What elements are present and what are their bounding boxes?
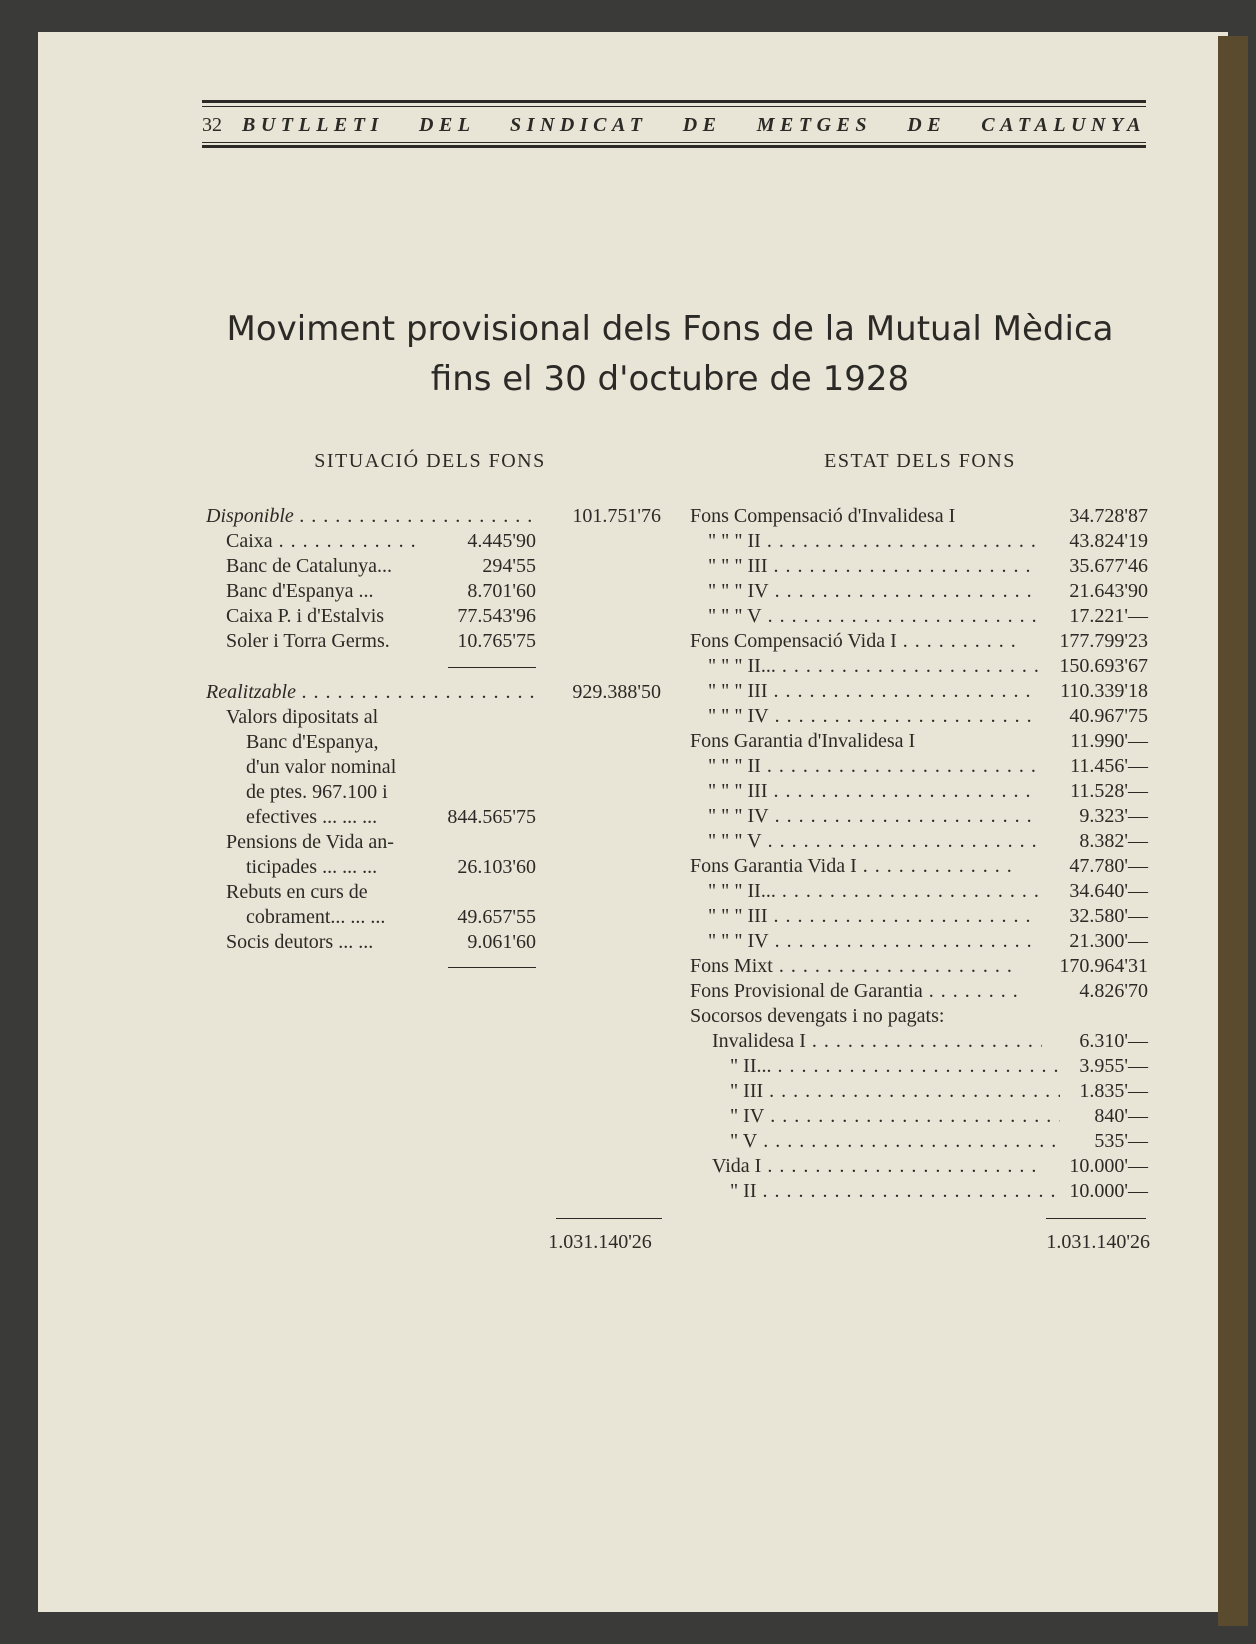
row-value: 535'—: [1094, 1130, 1148, 1152]
row-value: 3.955'—: [1079, 1055, 1148, 1077]
row-label: Invalidesa I . . .: [690, 1029, 1042, 1054]
row-label: " " " III . . .: [690, 904, 1038, 929]
fund-row: [690, 929, 1152, 954]
row-label: " " " IV . . .: [690, 579, 1038, 604]
row-label: d'un valor nominal: [246, 756, 397, 778]
row-label: Fons Garantia d'Invalidesa I: [690, 730, 916, 752]
left-column-heading: SITUACIÓ DELS FONS: [314, 450, 546, 472]
row-label: Valors dipositats al: [226, 706, 379, 728]
row-value: 294'55: [482, 555, 536, 577]
row-value: 21.643'90: [1069, 580, 1148, 602]
row-label: Vida I . . .: [690, 1154, 1042, 1179]
fund-row: [690, 704, 1152, 729]
row-label: de ptes. 967.100 i: [246, 781, 388, 803]
row-value: 10.765'75: [457, 630, 536, 652]
row-value: 11.528'—: [1070, 780, 1148, 802]
row-value: 177.799'23: [1059, 630, 1148, 652]
row-value: 17.221'—: [1069, 605, 1148, 627]
disponible-item: [226, 529, 546, 554]
row-label: Rebuts en curs de: [226, 881, 368, 903]
realitzable-line: [226, 730, 546, 755]
total-rule: [1046, 1218, 1146, 1219]
row-label: Fons Garantia Vida I . . .: [690, 854, 1020, 879]
realitzable-line: [226, 805, 546, 830]
row-value: 40.967'75: [1069, 705, 1148, 727]
journal-title: BUTLLETI DEL SINDICAT DE METGES DE CATALUNYA: [242, 113, 1146, 136]
row-value: 150.693'67: [1059, 655, 1148, 677]
row-value: 844.565'75: [447, 806, 536, 828]
row-value: 10.000'—: [1069, 1155, 1148, 1177]
realitzable-label: Realitzable . . .: [206, 680, 536, 705]
fund-row: [690, 804, 1152, 829]
row-label: " " " IV . . .: [690, 804, 1038, 829]
row-label: " " " III . . .: [690, 779, 1038, 804]
realitzable-line: [226, 930, 546, 955]
row-label: Banc de Catalunya...: [226, 555, 393, 577]
row-value: 170.964'31: [1059, 955, 1148, 977]
row-label: Fons Provisional de Garantia . . .: [690, 979, 1020, 1004]
row-value: 43.824'19: [1069, 530, 1148, 552]
subtotal-rule: [448, 967, 536, 968]
total-rule: [556, 1218, 662, 1219]
header-rule: [202, 100, 1146, 103]
disponible-item: [226, 579, 546, 604]
row-label: " " " II . . .: [690, 754, 1038, 779]
realitzable-line: [226, 830, 546, 855]
fund-row: [690, 729, 1152, 754]
row-value: 4.826'70: [1079, 980, 1148, 1002]
row-label: Soler i Torra Germs.: [226, 630, 390, 652]
row-value: 77.543'96: [457, 605, 536, 627]
row-label: " III . . .: [690, 1079, 1060, 1104]
fund-row: [690, 504, 1152, 529]
row-label: Socis deutors ... ...: [226, 931, 374, 953]
header-line: [202, 112, 1146, 138]
fund-row: [690, 1054, 1152, 1079]
row-label: " IV . . .: [690, 1104, 1060, 1129]
article-title: [190, 304, 1150, 404]
realitzable-row: [206, 680, 661, 705]
fund-row: [690, 754, 1152, 779]
subtotal-rule: [448, 667, 536, 668]
fund-row: [690, 879, 1152, 904]
row-label: " " " IV . . .: [690, 704, 1038, 729]
title-line-2: fins el 30 d'octubre de 1928: [430, 359, 910, 399]
realitzable-line: [226, 880, 546, 905]
row-label: Banc d'Espanya ...: [226, 580, 374, 602]
fund-row: [690, 854, 1152, 879]
row-value: 35.677'46: [1069, 555, 1148, 577]
row-value: 6.310'—: [1079, 1030, 1148, 1052]
header-rule: [202, 142, 1146, 143]
row-value: 10.000'—: [1069, 1180, 1148, 1202]
row-label: Caixa . . .: [226, 529, 421, 554]
realitzable-line: [226, 780, 546, 805]
disponible-label: Disponible . . .: [206, 504, 536, 529]
row-label: cobrament... ... ...: [246, 906, 386, 928]
row-label: " " " III . . .: [690, 679, 1038, 704]
row-value: 110.339'18: [1060, 680, 1148, 702]
fund-row: [690, 1154, 1152, 1179]
fund-row: [690, 904, 1152, 929]
fund-row: [690, 579, 1152, 604]
fund-row: [690, 554, 1152, 579]
row-value: 32.580'—: [1069, 905, 1148, 927]
page-number: 32: [202, 113, 222, 136]
row-value: 34.640'—: [1069, 880, 1148, 902]
row-label: " " " IV . . .: [690, 929, 1038, 954]
fund-row: [690, 1129, 1152, 1154]
fund-row: [690, 1079, 1152, 1104]
fund-row: [690, 629, 1152, 654]
row-label: Socorsos devengats i no pagats:: [690, 1005, 945, 1027]
row-value: 840'—: [1094, 1105, 1148, 1127]
row-label: Pensions de Vida an-: [226, 831, 394, 853]
row-value: 49.657'55: [457, 906, 536, 928]
row-label: Fons Mixt . . .: [690, 954, 1020, 979]
fund-row: [690, 679, 1152, 704]
row-value: 11.456'—: [1070, 755, 1148, 777]
fund-row: [690, 604, 1152, 629]
running-header: [202, 100, 1146, 156]
row-label: Caixa P. i d'Estalvis: [226, 605, 385, 627]
fund-row: [690, 1029, 1152, 1054]
row-value: 4.445'90: [467, 530, 536, 552]
row-value: 8.382'—: [1079, 830, 1148, 852]
fund-row: [690, 829, 1152, 854]
row-label: " " " III . . .: [690, 554, 1038, 579]
disponible-item: [226, 604, 546, 629]
row-label: Fons Compensació d'Invalidesa I: [690, 505, 956, 527]
header-rule: [202, 145, 1146, 148]
row-value: 47.780'—: [1069, 855, 1148, 877]
realitzable-total: 929.388'50: [572, 681, 661, 703]
row-value: 26.103'60: [457, 856, 536, 878]
row-label: efectives ... ... ...: [246, 806, 378, 828]
title-line-1: Moviment provisional dels Fons de la Mutual Mèdica: [226, 309, 1114, 349]
row-label: ticipades ... ... ...: [246, 856, 378, 878]
realitzable-line: [226, 755, 546, 780]
fund-row: [690, 1179, 1152, 1204]
fund-row: [690, 529, 1152, 554]
fund-row: [690, 954, 1152, 979]
realitzable-line: [226, 705, 546, 730]
book-spine: [1218, 36, 1248, 1626]
disponible-item: [226, 554, 546, 579]
fund-row: [690, 979, 1152, 1004]
row-value: 8.701'60: [467, 580, 536, 602]
row-label: Banc d'Espanya,: [246, 731, 379, 753]
right-column-heading: ESTAT DELS FONS: [824, 450, 1016, 472]
row-value: 11.990'—: [1070, 730, 1148, 752]
left-grand-total: 1.031.140'26: [548, 1231, 652, 1253]
row-label: " V . . .: [690, 1129, 1060, 1154]
realitzable-line: [226, 905, 546, 930]
realitzable-line: [226, 855, 546, 880]
row-value: 9.061'60: [467, 931, 536, 953]
fund-row: [690, 1104, 1152, 1129]
header-rule: [202, 106, 1146, 107]
fund-row: [690, 1004, 1152, 1029]
disponible-item: [226, 629, 546, 654]
row-label: " " " V . . .: [690, 829, 1038, 854]
row-value: 21.300'—: [1069, 930, 1148, 952]
row-label: " " " V . . .: [690, 604, 1038, 629]
disponible-row: [206, 504, 661, 529]
row-label: " II... . . .: [690, 1054, 1060, 1079]
fund-row: [690, 654, 1152, 679]
row-value: 34.728'87: [1069, 505, 1148, 527]
right-grand-total: 1.031.140'26: [1046, 1231, 1150, 1253]
row-value: 1.835'—: [1079, 1080, 1148, 1102]
row-label: " " " II... . . .: [690, 879, 1038, 904]
disponible-total: 101.751'76: [572, 505, 661, 527]
row-label: " " " II... . . .: [690, 654, 1038, 679]
row-label: " " " II . . .: [690, 529, 1038, 554]
row-label: Fons Compensació Vida I . . .: [690, 629, 1020, 654]
row-value: 9.323'—: [1079, 805, 1148, 827]
fund-row: [690, 779, 1152, 804]
row-label: " II . . .: [690, 1179, 1060, 1204]
